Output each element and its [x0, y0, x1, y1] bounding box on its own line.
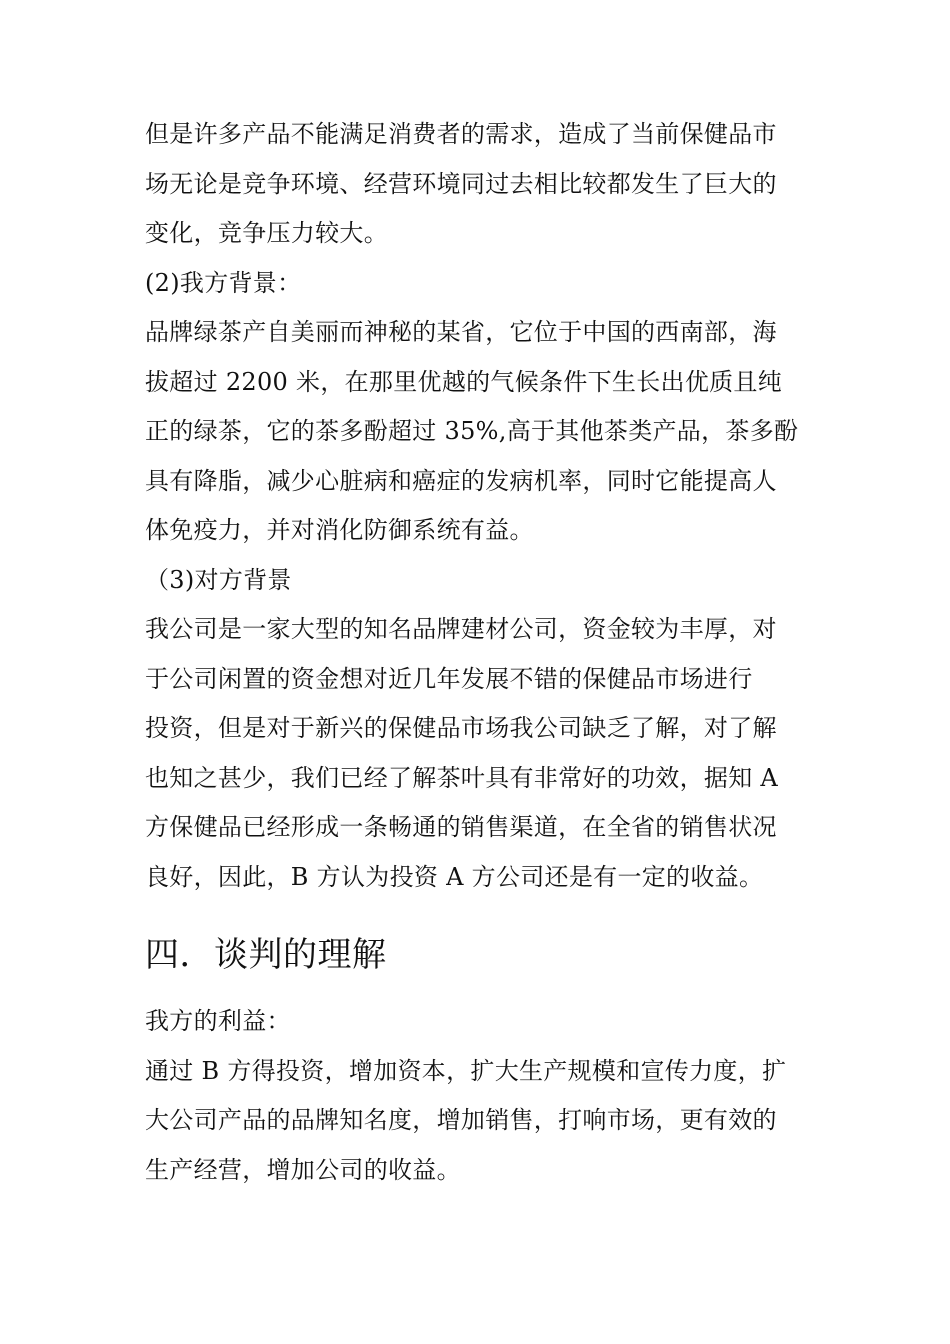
paragraph-line: 大公司产品的品牌知名度，增加销售，打响市场，更有效的	[145, 1106, 777, 1134]
paragraph-line: 良好，因此，B 方认为投资 A 方公司还是有一定的收益。	[145, 862, 764, 891]
paragraph-line: 方保健品已经形成一条畅通的销售渠道，在全省的销售状况	[145, 813, 777, 841]
paragraph-line: 通过 B 方得投资，增加资本，扩大生产规模和宣传力度，扩	[145, 1056, 787, 1085]
paragraph-line: 生产经营，增加公司的收益。	[145, 1155, 461, 1184]
subsection-label-other-background: （3)对方背景	[145, 565, 292, 594]
paragraph-line: 体免疫力，并对消化防御系统有益。	[145, 516, 534, 544]
paragraph-line: 品牌绿茶产自美丽而神秘的某省，它位于中国的西南部，海	[145, 318, 777, 346]
paragraph-line: 变化，竞争压力较大。	[145, 219, 388, 247]
section-heading: 四．谈判的理解	[145, 935, 387, 975]
paragraph-line: 正的绿茶，它的茶多酚超过 35%,高于其他茶类产品，茶多酚	[145, 417, 799, 445]
paragraph-line: 于公司闲置的资金想对近几年发展不错的保健品市场进行	[145, 664, 753, 693]
subsection-label-our-background: (2)我方背景：	[145, 268, 302, 297]
paragraph-line: 具有降脂，减少心脏病和癌症的发病机率，同时它能提高人	[145, 466, 777, 495]
subsection-label-our-interest: 我方的利益：	[145, 1007, 291, 1035]
paragraph-line: 但是许多产品不能满足消费者的需求，造成了当前保健品市	[145, 120, 777, 148]
paragraph-line: 拔超过 2200 米，在那里优越的气候条件下生长出优质且纯	[145, 367, 783, 396]
paragraph-line: 我公司是一家大型的知名品牌建材公司，资金较为丰厚，对	[145, 615, 777, 643]
paragraph-line: 场无论是竞争环境、经营环境同过去相比较都发生了巨大的	[145, 169, 777, 198]
paragraph-line: 投资，但是对于新兴的保健品市场我公司缺乏了解，对了解	[145, 714, 777, 742]
document-page	[145, 110, 810, 1195]
paragraph-line: 也知之甚少，我们已经了解茶叶具有非常好的功效，据知 A	[145, 763, 779, 792]
